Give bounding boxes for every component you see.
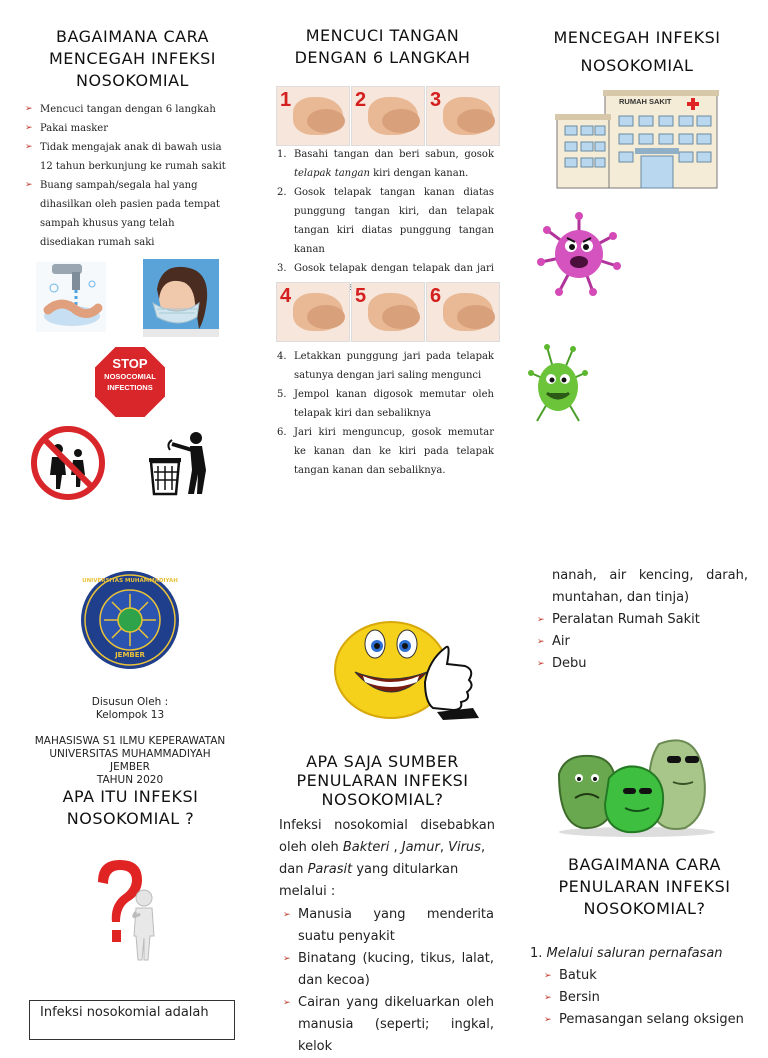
sumber-list xyxy=(283,904,494,1058)
definition-text: Infeksi nosokomial adalah xyxy=(40,1005,209,1020)
program-name: MAHASISWA S1 ILMU KEPERAWATAN xyxy=(34,735,226,747)
handwash-steps-list-b xyxy=(277,347,494,480)
stop-sign: STOP NOSOCOMIAL INFECTIONS xyxy=(93,345,167,419)
handwashing-illustration xyxy=(32,258,110,336)
sumber-title: APA SAJA SUMBER PENULARAN INFEKSI NOSOKOMIAL? xyxy=(296,752,469,809)
handwash-title: MENCUCI TANGAN DENGAN 6 LANGKAH xyxy=(294,26,471,67)
prevention-list xyxy=(25,100,230,252)
right-title: MENCEGAH INFEKSI NOSOKOMIAL xyxy=(553,28,721,75)
handwash-steps-list-a xyxy=(277,145,494,297)
year: TAHUN 2020 xyxy=(96,774,164,786)
smiley-thumbs-up-icon xyxy=(333,612,485,722)
penularan-title: BAGAIMANA CARA PENULARAN INFEKSI NOSOKOMIAL? xyxy=(558,855,731,918)
list-item: ➢ Binatang (kucing, tikus, lalat, dan kecoa) xyxy=(283,948,494,992)
question-mark-figure-icon xyxy=(90,856,166,964)
list-item: ➢ Pakai masker xyxy=(25,119,230,138)
list-item: Letakkan punggung jari pada telapak satunya dengan jari saling mengunci xyxy=(294,351,494,381)
city-name: JEMBER xyxy=(110,761,150,773)
hospital-illustration xyxy=(555,90,720,190)
handwash-step-image: 4 xyxy=(276,282,350,342)
green-germs-illustration xyxy=(555,734,720,838)
list-item: ➢ Manusia yang menderita suatu penyakit xyxy=(283,904,494,948)
list-item: ➢ Cairan yang dikeluarkan oleh manusia (seperti; ingkal, kelok xyxy=(283,992,494,1058)
handwash-steps-4-6 xyxy=(276,282,500,342)
definition-box xyxy=(29,1000,235,1040)
list-item: ➢ Batuk xyxy=(544,965,759,987)
authored-label: Disusun Oleh : xyxy=(91,696,169,708)
handwash-step-image: 3 xyxy=(426,86,500,146)
apa-itu-title: APA ITU INFEKSI NOSOKOMIAL ? xyxy=(62,787,199,828)
university-name: UNIVERSITAS MUHAMMADIYAH xyxy=(49,748,211,760)
trash-bin-icon xyxy=(148,430,214,496)
no-children-sign-icon xyxy=(30,425,106,501)
source-list-cont xyxy=(537,609,737,675)
list-item: Gosok telapak tangan kanan diatas punggung tangan kiri, dan telapak tangan kiri diatas punggung tangan kanan xyxy=(294,187,494,255)
list-item: ➢ Buang sampah/segala hal yang dihasilkan oleh pasien pada tempat sampah khusus yang telah disediakan rumah saki xyxy=(25,176,230,252)
logo-bottom-text: JEMBER xyxy=(115,651,145,659)
green-germ-icon xyxy=(527,343,589,427)
logo-ring-text: UNIVERSITAS MUHAMMADIYAH xyxy=(82,578,178,584)
group-name: Kelompok 13 xyxy=(95,709,165,721)
hospital-sign: RUMAH SAKIT xyxy=(619,97,672,106)
list-item: ➢ Bersin xyxy=(544,987,759,1009)
mask-woman-photo xyxy=(143,259,219,337)
handwash-step-image: 6 xyxy=(426,282,500,342)
list-item: Gosok telapak dengan telapak dan jari xyxy=(294,263,494,274)
prevention-title: BAGAIMANA CARA MENCEGAH INFEKSI NOSOKOMIAL xyxy=(49,27,216,90)
handwash-step-image: 1 xyxy=(276,86,350,146)
handwash-step-image: 2 xyxy=(351,86,425,146)
list-item: ➢ Debu xyxy=(537,653,737,675)
route-1: 1. Melalui saluran pernafasan xyxy=(530,946,723,961)
list-item: Basahi tangan dan beri sabun, gosok telapak tangan kiri dengan kanan. xyxy=(294,149,494,179)
list-item: ➢ Mencuci tangan dengan 6 langkah xyxy=(25,100,230,119)
route-1-list xyxy=(544,965,759,1031)
list-item: ➢ Air xyxy=(537,631,737,653)
list-item: ➢ Tidak mengajak anak di bawah usia 12 tahun berkunjung ke rumah sakit xyxy=(25,138,230,176)
source-continuation: nanah, air kencing, darah, muntahan, dan tinja) xyxy=(552,568,748,605)
purple-germ-icon xyxy=(537,212,621,296)
handwash-steps-1-3 xyxy=(276,86,500,146)
list-item: ➢ Pemasangan selang oksigen xyxy=(544,1009,759,1031)
university-logo xyxy=(80,570,180,670)
handwash-step-image: 5 xyxy=(351,282,425,342)
sumber-intro: Infeksi nosokomial disebabkan oleh oleh Bakteri , Jamur, Virus, dan Parasit yang ditularkan melalui : xyxy=(279,818,495,899)
list-item: Jempol kanan digosok memutar oleh telapak kiri dan sebaliknya xyxy=(294,389,494,419)
list-item: ➢ Peralatan Rumah Sakit xyxy=(537,609,737,631)
author-block xyxy=(25,696,235,787)
list-item: Jari kiri menguncup, gosok memutar ke kanan dan ke kiri pada telapak tangan kanan dan sebaliknya. xyxy=(294,427,494,476)
